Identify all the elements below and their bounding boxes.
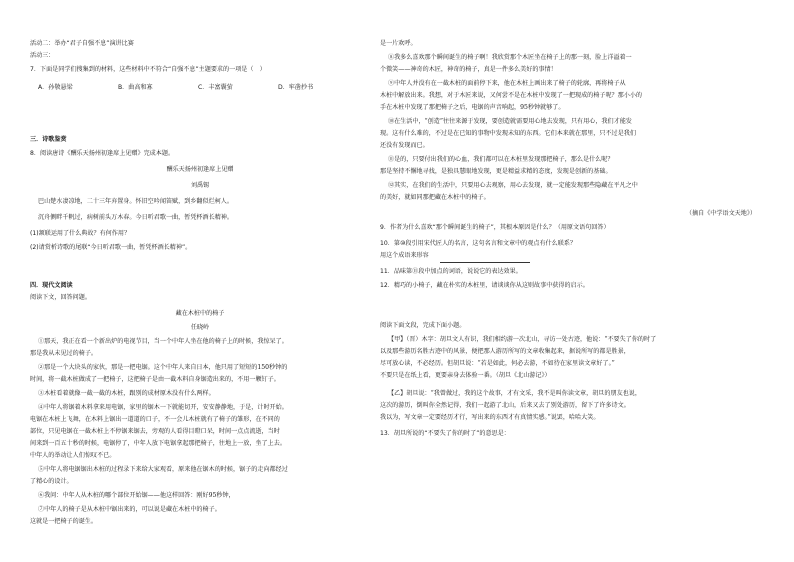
para-8b: 个微笑——神奇的木匠，神奇的椅子，真是一件多么美好的事情！ bbox=[380, 66, 557, 73]
poem-author: 刘禹锡 bbox=[190, 182, 210, 189]
para-7: ⑦中年人的椅子是从木桩中锯出来的，可以说是藏在木桩中的椅子。 bbox=[38, 506, 221, 513]
part-2b: 这次的游历，倒叫你全然记得，我们一起游了北山，后来又去了别处游历，留下了许多诗文。 bbox=[380, 402, 630, 409]
para-8a: ⑧我多么喜欢那个瞬间诞生的椅子啊！我欣赏那个木匠坐在椅子上的那一刻，脸上洋溢着一 bbox=[388, 54, 632, 61]
question-8-1: (1)颔联运用了什么典故？有何作用？ bbox=[30, 230, 131, 237]
reading-2-intro: 阅读下面文段，完成下面小题。 bbox=[380, 322, 466, 329]
para-6: ⑥我问：中年人从木桩的哪个部位开始锯——他这样回答：刚好95秒钟， bbox=[38, 492, 235, 499]
para-9c: 手在木桩中发现了那把椅子之后，电锯的声音响起，95秒钟就够了。 bbox=[380, 104, 565, 111]
para-4c: 部位，只见电锯在一截木桩上不停锯来锯去，旁观的人看得目瞪口呆，时间一点点流逝，当时 bbox=[30, 428, 280, 435]
q7-option-c: C．丰富囊萤 bbox=[198, 84, 233, 91]
question-11: 11．品味第⑪段中加点的词语，说说它的表达效果。 bbox=[380, 268, 522, 275]
poem-line-1: 巴山楚水凄凉地，二十三年弃置身。怀旧空吟闻笛赋，到乡翻似烂柯人。 bbox=[38, 198, 233, 205]
para-10c: 还没有发现而已。 bbox=[380, 142, 429, 149]
section-4-heading: 四．现代文阅读 bbox=[30, 282, 73, 289]
para-10a: ⑩在生活中，“创造”往往来源于发现，要创造就需要用心地去发现，只有用心，我们才能发 bbox=[388, 118, 632, 125]
q7-option-b: B．曲高和寡 bbox=[118, 84, 153, 91]
part-2a: 【乙】胡旦说：“我曾做过，我的这个故事，才有文采，我不是叫你读文章，胡旦的朋友也说， bbox=[388, 390, 641, 397]
question-13: 13．胡旦所说的“不要失了你的时了”的意思是： bbox=[380, 430, 510, 437]
section-3-heading: 三．诗歌鉴赏 bbox=[30, 136, 67, 143]
part-1c: 尽可放心读，不必经历。但胡旦说：“若是如此，何必去游，不如待在家里读文章好了。” bbox=[380, 360, 615, 367]
q7-option-d: D．牢凿抄书 bbox=[278, 84, 314, 91]
question-12: 12．精巧的小椅子，藏在朴实的木桩里，请谈谈你从这则故事中获得的启示。 bbox=[380, 282, 589, 289]
para-7b: 这就是一把椅子的诞生。 bbox=[30, 518, 98, 525]
poem-line-2: 沉舟侧畔千帆过，病树前头万木春。今日听君歌一曲，暂凭杯酒长精神。 bbox=[38, 214, 233, 221]
question-8-2: (2)请赏析诗歌的尾联“今日听君歌一曲，暂凭杯酒长精神”。 bbox=[30, 244, 192, 251]
article-title: 藏在木桩中的椅子 bbox=[175, 310, 225, 317]
part-1a: 【甲】（晋）木字：胡旦文人有识，我们相约游一次北山，寻访一处古迹，他说：“不要失了你的时了 bbox=[388, 336, 657, 343]
para-4a: ④中年人将锯着木料拿来用电锯，家里的锯木一下就能切开，安安静静地，于是，计时开始。 bbox=[38, 404, 288, 411]
question-10a: 10．第⑩段引用宋代匠人的名言，这句名言和文章中的观点有什么联系？ bbox=[380, 240, 577, 247]
part-2c: 我以为，写文章一定要经历才行，写出来的东西才有真情实感。”说罢，哈哈大笑。 bbox=[380, 414, 600, 421]
article-source: （摘自《中学语文天地》） bbox=[685, 210, 756, 217]
answer-blank-10 bbox=[440, 262, 530, 263]
activity-two: 活动二：举办“君子自强不息”演讲比赛 bbox=[30, 40, 134, 47]
para-10b: 现。这有什么难的，不过是在已知的事物中发现未知的东西。它们本来就在那里，只不过是我们 bbox=[380, 130, 636, 137]
para-4e: 中年人的举动让人们惊叹不已。 bbox=[30, 452, 116, 459]
question-8: 8．阅读唐诗《酬乐天扬州初逢席上见赠》完成本题。 bbox=[30, 150, 175, 157]
para-1a: ①那天，我正在看一个新出炉的电视节目，当一个中年人坐在他的椅子上的时候，我惊呆了。 bbox=[38, 338, 288, 345]
question-7: 7．下面是同学们搜集到的材料，这些材料中不符合“自强不息”主题要求的一项是（ ） bbox=[30, 66, 266, 73]
para-2a: ②那是一个大块头的家伙，那是一把电锯。这个中年人来自日本，他只用了短短的150秒钟的 bbox=[38, 364, 288, 371]
article-author: 任晓岭 bbox=[190, 324, 210, 331]
para-12b: 的美好，就如同那把藏在木桩中的椅子。 bbox=[380, 194, 490, 201]
top-line: 是一片欢呼。 bbox=[380, 40, 417, 47]
para-2b: 时间，将一截木桩做成了一把椅子，这把椅子是由一截木料自身锯造出来的，不用一颗钉子。 bbox=[30, 376, 280, 383]
q7-option-a: A．孙敬悬梁 bbox=[38, 84, 73, 91]
para-12a: ⑫其实，在我们的生活中，只要用心去观察，用心去发现，就一定能发现那些隐藏在平凡之中 bbox=[388, 182, 638, 189]
part-1b: 以及那些游历名胜古迹中的风景，便把那人游历所写的文章收集起来，据说所写的都是胜景， bbox=[380, 348, 630, 355]
para-4b: 电锯在木桩上飞舞，在木料上锯出一道道的口子，不一会儿木桩就有了椅子的雏形，在不同的 bbox=[30, 416, 280, 423]
poem-title: 酬乐天扬州初逢席上见赠 bbox=[166, 166, 234, 173]
para-11b: 那是坚持不懈地寻找，是独具慧眼地发现，更是精益求精的态度，发现是创新的基础。 bbox=[380, 168, 612, 175]
question-9: 9．作者为什么喜欢“那个瞬间诞生的椅子”，其根本原因是什么？（用原文语句回答） bbox=[380, 224, 610, 231]
para-5a: ⑤中年人将电锯锯出木桩的过程录下来给大家观看，原来他在锯木的时候，锯子的走向都经过 bbox=[38, 466, 288, 473]
para-4d: 间来到一百五十秒的时候，电锯停了，中年人放下电锯拿起那把椅子，往地上一放，坐了上去。 bbox=[30, 440, 286, 447]
reading-intro: 阅读下文，回答问题。 bbox=[30, 294, 91, 301]
para-9a: ⑨中年人并没有在一截木桩的面前停下来，他在木桩上画出来了椅子的轮廓，再将椅子从 bbox=[388, 80, 626, 87]
para-5b: 了精心的设计。 bbox=[30, 478, 73, 485]
para-1b: 那是我从未见过的椅子。 bbox=[30, 350, 98, 357]
activity-three: 活动三： bbox=[30, 52, 55, 59]
question-10b: 用这个成语来形容 bbox=[380, 252, 429, 259]
para-9b: 木桩中解放出来。我想，对于木匠来说，又何尝不是在木桩中发现了一把现成的椅子呢？那小小的 bbox=[380, 92, 643, 99]
para-11a: ⑪是的，只要付出我们的心血，我们都可以在木桩里发现那把椅子，那么是什么呢？ bbox=[388, 156, 614, 163]
part-1d: 不要只是在纸上看，更要亲身去体验一番。（胡旦《北山游记》） bbox=[380, 372, 551, 379]
para-3: ③木桩看着就像一截一截的木桩，跟别的成材原木没有什么两样。 bbox=[38, 390, 215, 397]
